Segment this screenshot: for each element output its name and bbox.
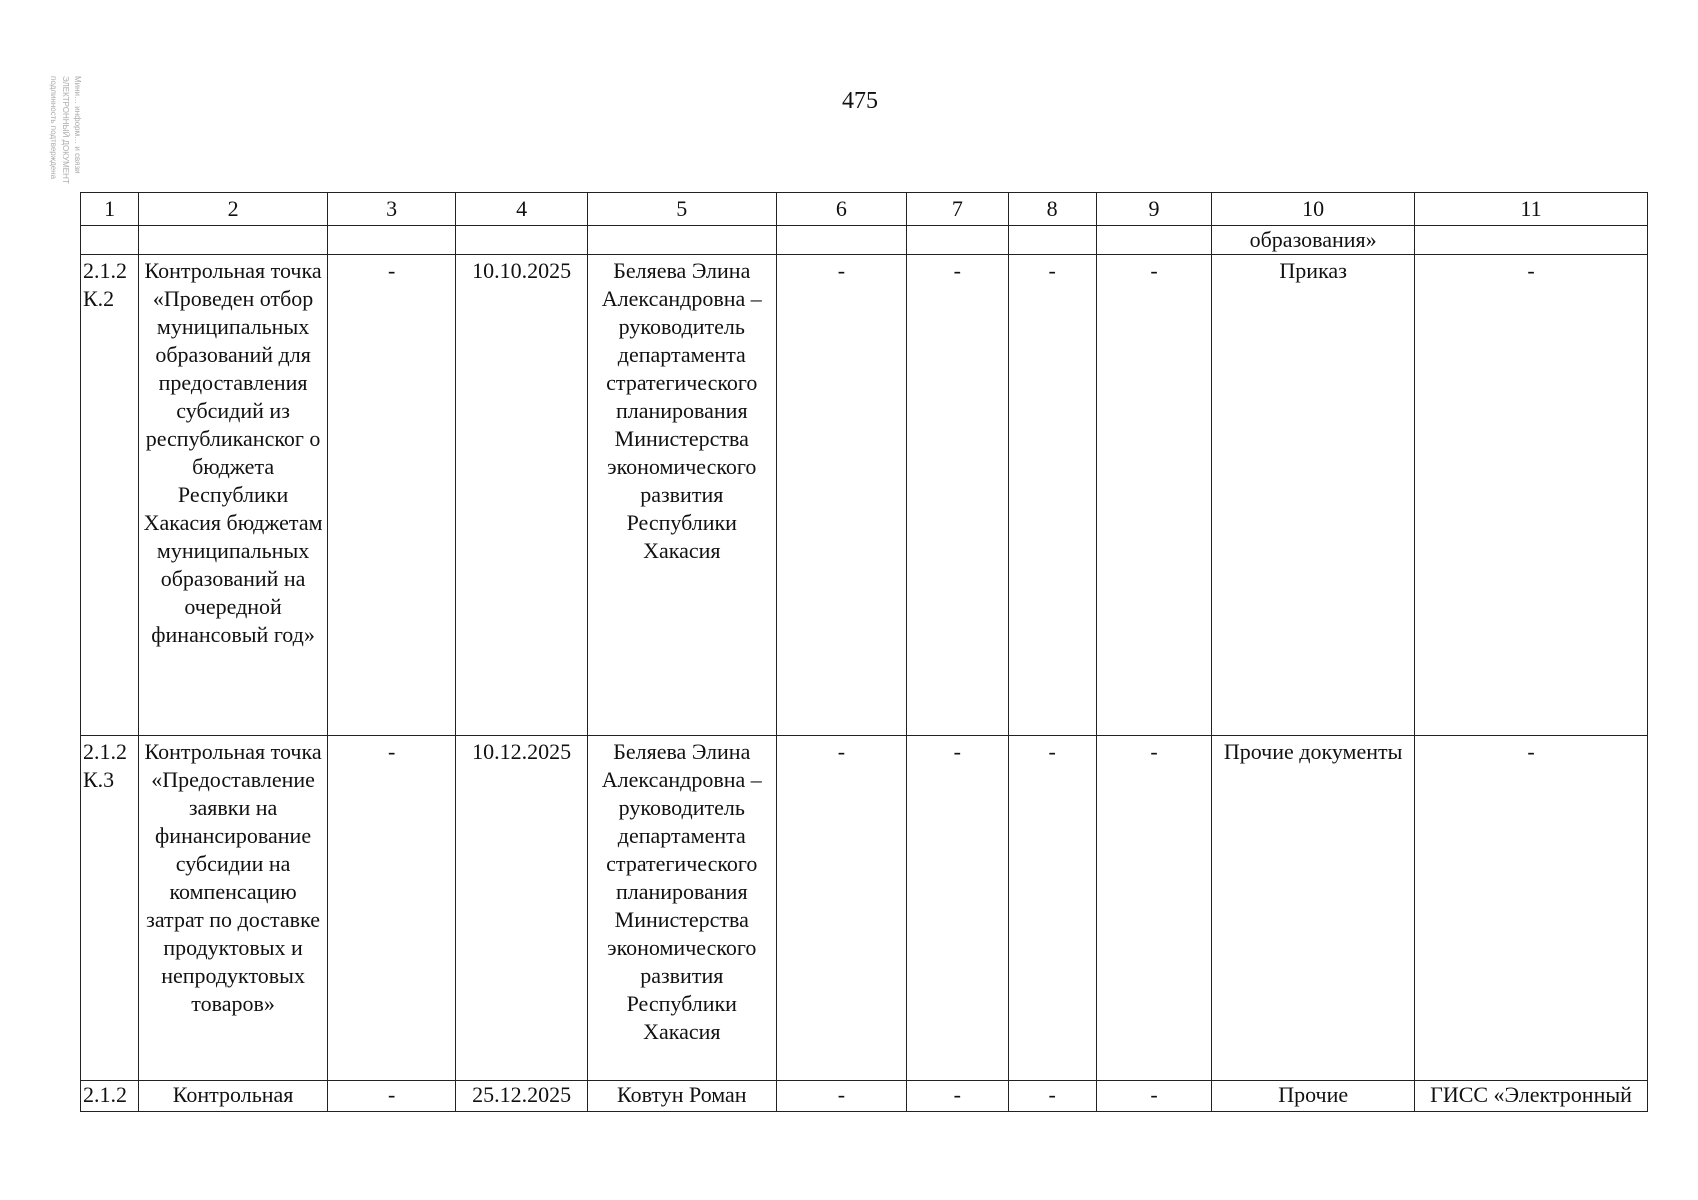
- responsible-person: Беляева Элина Александровна – руководитель департамента стратегического планирования Министерства экономического развития Республики Хакасия: [587, 255, 776, 736]
- document-type-cell: образования»: [1212, 226, 1415, 255]
- table-cell: -: [1096, 255, 1211, 736]
- table-cell: [81, 226, 139, 255]
- control-point-name: Контрольная: [139, 1081, 328, 1112]
- table-cell: -: [1008, 255, 1096, 736]
- table-cell: -: [907, 736, 1008, 1081]
- document-type-cell: Приказ: [1212, 255, 1415, 736]
- table-cell: -: [327, 736, 455, 1081]
- document-type-cell: Прочие документы: [1212, 736, 1415, 1081]
- column-number: 8: [1008, 193, 1096, 226]
- document-type-cell: Прочие: [1212, 1081, 1415, 1112]
- column-number: 11: [1415, 193, 1648, 226]
- table-cell: [327, 226, 455, 255]
- page-number: 475: [842, 88, 878, 114]
- table-row: [81, 255, 1648, 736]
- table-cell: [587, 226, 776, 255]
- table-cell: [1415, 226, 1648, 255]
- column-number: 10: [1212, 193, 1415, 226]
- table-cell: -: [776, 736, 906, 1081]
- due-date: 10.12.2025: [456, 736, 588, 1081]
- information-system-cell: -: [1415, 255, 1648, 736]
- information-system-cell: ГИСС «Электронный: [1415, 1081, 1648, 1112]
- stamp-line: подлинность подтверждена: [49, 76, 58, 180]
- column-number: 6: [776, 193, 906, 226]
- stamp-line: Мини… информ… и связи: [73, 76, 82, 174]
- control-point-name: Контрольная точка «Проведен отбор муниципальных образований для предоставления субсидий из республиканског о бюджета Республики Хакасия бюджетам муниципальных образований на очередной финансовый год»: [139, 255, 328, 736]
- table-cell: -: [907, 255, 1008, 736]
- column-number: 1: [81, 193, 139, 226]
- responsible-person: Беляева Элина Александровна – руководитель департамента стратегического планирования Министерства экономического развития Республики Хакасия: [587, 736, 776, 1081]
- row-number: 2.1.2 К.3: [81, 736, 139, 1081]
- table-cell: [1096, 226, 1211, 255]
- electronic-signature-stamp: [12, 70, 84, 290]
- table-cell: [456, 226, 588, 255]
- due-date: 10.10.2025: [456, 255, 588, 736]
- stamp-line: ЭЛЕКТРОННЫЙ ДОКУМЕНТ: [61, 76, 70, 184]
- row-number: 2.1.2: [81, 1081, 139, 1112]
- table-cell: -: [1096, 1081, 1211, 1112]
- continuation-row: [81, 226, 1648, 255]
- table-cell: -: [327, 1081, 455, 1112]
- table-cell: -: [776, 255, 906, 736]
- column-numbers-row: [81, 193, 1648, 226]
- column-number: 3: [327, 193, 455, 226]
- table-cell: -: [776, 1081, 906, 1112]
- column-number: 7: [907, 193, 1008, 226]
- table-row: [81, 736, 1648, 1081]
- table-cell: [139, 226, 328, 255]
- table-cell: -: [327, 255, 455, 736]
- due-date: 25.12.2025: [456, 1081, 588, 1112]
- table-cell: [907, 226, 1008, 255]
- responsible-person: Ковтун Роман: [587, 1081, 776, 1112]
- column-number: 5: [587, 193, 776, 226]
- table-row: [81, 1081, 1648, 1112]
- table-cell: [1008, 226, 1096, 255]
- column-number: 4: [456, 193, 588, 226]
- table-cell: [776, 226, 906, 255]
- control-points-table: [80, 192, 1648, 1112]
- table-cell: -: [907, 1081, 1008, 1112]
- table-cell: -: [1008, 1081, 1096, 1112]
- row-number: 2.1.2 К.2: [81, 255, 139, 736]
- table-cell: -: [1008, 736, 1096, 1081]
- column-number: 2: [139, 193, 328, 226]
- column-number: 9: [1096, 193, 1211, 226]
- table-cell: -: [1096, 736, 1211, 1081]
- control-point-name: Контрольная точка «Предоставление заявки на финансирование субсидии на компенсацию затрат по доставке продуктовых и непродуктовых товаров»: [139, 736, 328, 1081]
- information-system-cell: -: [1415, 736, 1648, 1081]
